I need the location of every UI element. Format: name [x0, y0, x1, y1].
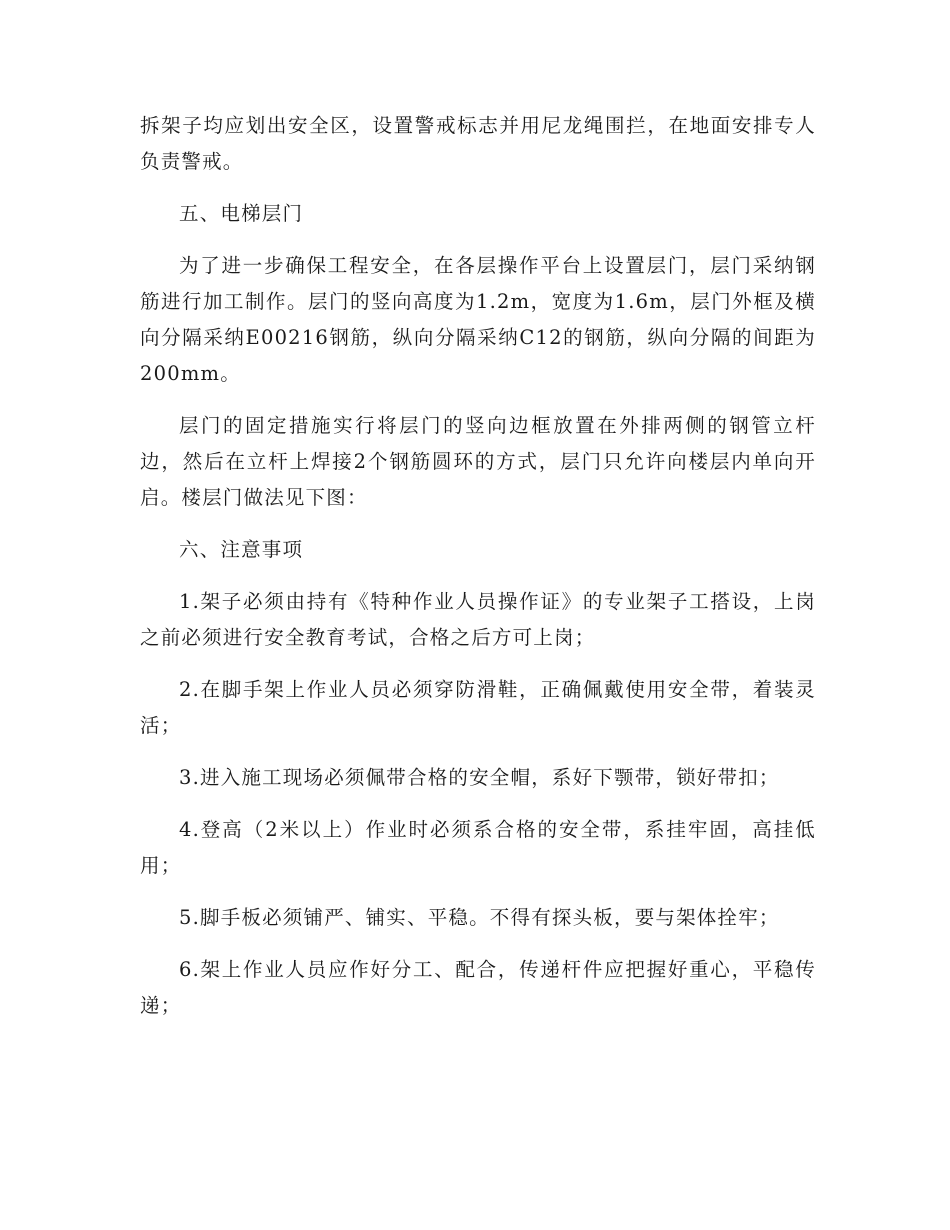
paragraph-door-fixing: 层门的固定措施实行将层门的竖向边框放置在外排两侧的钢管立杆边，然后在立杆上焊接2个钢筋圆环的方式，层门只允许向楼层内单向开启。楼层门做法见下图： — [140, 414, 816, 509]
paragraph-continuation: 拆架子均应划出安全区，设置警戒标志并用尼龙绳围拦，在地面安排专人负责警戒。 — [140, 114, 816, 173]
section-heading-precautions: 六、注意事项 — [179, 538, 304, 561]
list-item-2: 2.在脚手架上作业人员必须穿防滑鞋，正确佩戴使用安全带，着装灵活； — [140, 678, 816, 737]
list-item-4: 4.登高（2米以上）作业时必须系合格的安全带，系挂牢固，高挂低用； — [140, 818, 816, 877]
list-item-1: 1.架子必须由持有《特种作业人员操作证》的专业架子工搭设，上岗之前必须进行安全教育考试，合格之后方可上岗； — [140, 590, 816, 649]
list-item-3: 3.进入施工现场必须佩带合格的安全帽，系好下颚带，锁好带扣； — [179, 766, 780, 789]
list-item-6: 6.架上作业人员应作好分工、配合，传递杆件应把握好重心，平稳传递； — [140, 958, 816, 1017]
list-item-5: 5.脚手板必须铺严、铺实、平稳。不得有探头板，要与架体拴牢； — [179, 906, 780, 929]
section-heading-elevator-doors: 五、电梯层门 — [179, 202, 304, 225]
paragraph-door-construction: 为了进一步确保工程安全，在各层操作平台上设置层门，层门采纳钢筋进行加工制作。层门的竖向高度为1.2m，宽度为1.6m，层门外框及横向分隔采纳E00216钢筋，纵向分隔采纳C12的钢筋，纵向分隔的间距为200mm。 — [140, 254, 816, 385]
document-body — [140, 108, 816, 1024]
